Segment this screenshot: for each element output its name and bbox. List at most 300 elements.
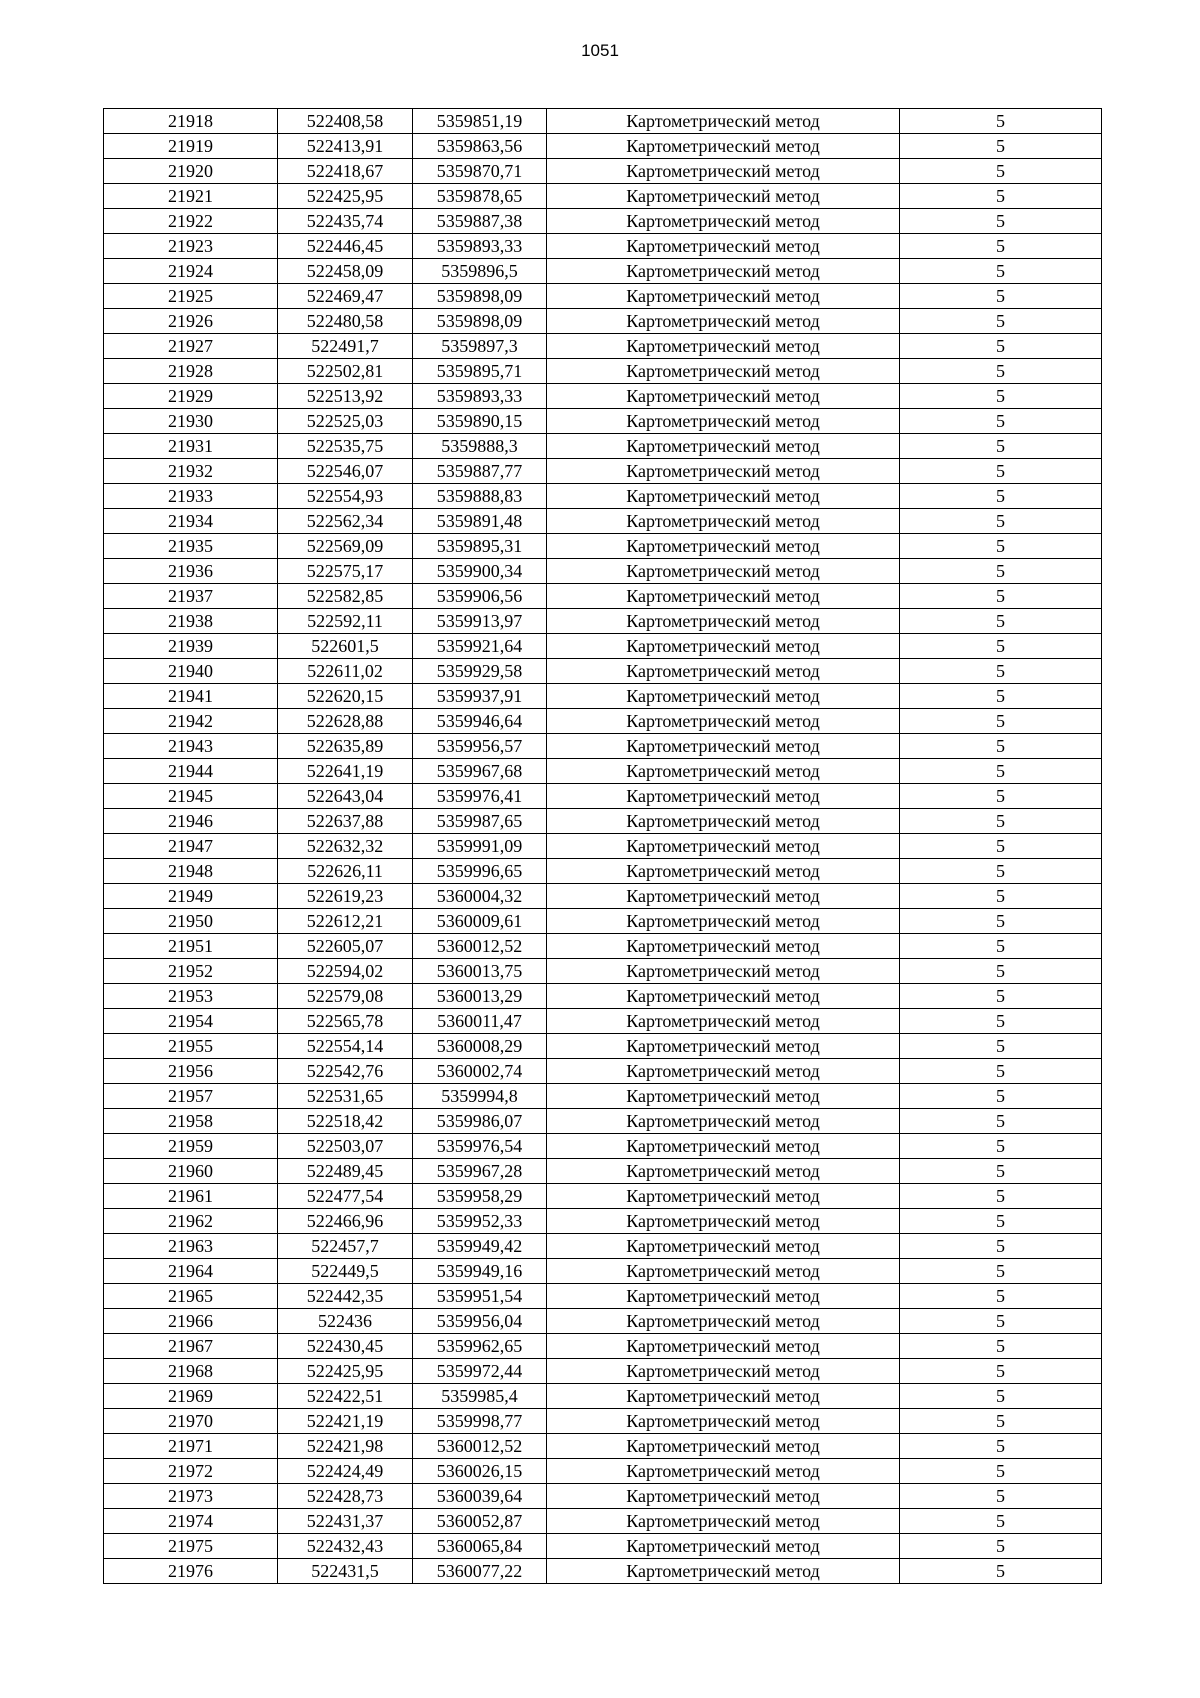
x-coordinate-cell: 522435,74 (278, 209, 413, 234)
point-number-cell: 21971 (104, 1434, 278, 1459)
x-coordinate-cell: 522579,08 (278, 984, 413, 1009)
table-row (104, 309, 1102, 334)
point-number-cell: 21948 (104, 859, 278, 884)
method-cell: Картометрический метод (547, 284, 900, 309)
y-coordinate-cell: 5360039,64 (413, 1484, 547, 1509)
point-number-cell: 21930 (104, 409, 278, 434)
method-cell: Картометрический метод (547, 1484, 900, 1509)
method-cell: Картометрический метод (547, 759, 900, 784)
x-coordinate-cell: 522601,5 (278, 634, 413, 659)
point-number-cell: 21944 (104, 759, 278, 784)
method-cell: Картометрический метод (547, 1234, 900, 1259)
accuracy-cell: 5 (900, 659, 1102, 684)
x-coordinate-cell: 522546,07 (278, 459, 413, 484)
table-row (104, 1509, 1102, 1534)
table-row (104, 959, 1102, 984)
x-coordinate-cell: 522413,91 (278, 134, 413, 159)
point-number-cell: 21964 (104, 1259, 278, 1284)
method-cell: Картометрический метод (547, 1434, 900, 1459)
table-row (104, 984, 1102, 1009)
table-row (104, 284, 1102, 309)
method-cell: Картометрический метод (547, 609, 900, 634)
y-coordinate-cell: 5359913,97 (413, 609, 547, 634)
x-coordinate-cell: 522554,14 (278, 1034, 413, 1059)
y-coordinate-cell: 5359998,77 (413, 1409, 547, 1434)
table-row (104, 509, 1102, 534)
point-number-cell: 21962 (104, 1209, 278, 1234)
x-coordinate-cell: 522489,45 (278, 1159, 413, 1184)
point-number-cell: 21943 (104, 734, 278, 759)
accuracy-cell: 5 (900, 609, 1102, 634)
table-row (104, 484, 1102, 509)
method-cell: Картометрический метод (547, 584, 900, 609)
method-cell: Картометрический метод (547, 484, 900, 509)
method-cell: Картометрический метод (547, 934, 900, 959)
table-row (104, 109, 1102, 134)
table-row (104, 1034, 1102, 1059)
y-coordinate-cell: 5359949,16 (413, 1259, 547, 1284)
accuracy-cell: 5 (900, 1109, 1102, 1134)
method-cell: Картометрический метод (547, 1534, 900, 1559)
method-cell: Картометрический метод (547, 684, 900, 709)
accuracy-cell: 5 (900, 784, 1102, 809)
x-coordinate-cell: 522582,85 (278, 584, 413, 609)
point-number-cell: 21958 (104, 1109, 278, 1134)
table-row (104, 1159, 1102, 1184)
table-row (104, 1134, 1102, 1159)
accuracy-cell: 5 (900, 434, 1102, 459)
accuracy-cell: 5 (900, 1309, 1102, 1334)
x-coordinate-cell: 522458,09 (278, 259, 413, 284)
y-coordinate-cell: 5359900,34 (413, 559, 547, 584)
x-coordinate-cell: 522554,93 (278, 484, 413, 509)
y-coordinate-cell: 5359967,28 (413, 1159, 547, 1184)
y-coordinate-cell: 5360002,74 (413, 1059, 547, 1084)
x-coordinate-cell: 522446,45 (278, 234, 413, 259)
y-coordinate-cell: 5360052,87 (413, 1509, 547, 1534)
table-row (104, 909, 1102, 934)
y-coordinate-cell: 5359987,65 (413, 809, 547, 834)
point-number-cell: 21946 (104, 809, 278, 834)
x-coordinate-cell: 522457,7 (278, 1234, 413, 1259)
y-coordinate-cell: 5360026,15 (413, 1459, 547, 1484)
point-number-cell: 21931 (104, 434, 278, 459)
point-number-cell: 21947 (104, 834, 278, 859)
x-coordinate-cell: 522594,02 (278, 959, 413, 984)
method-cell: Картометрический метод (547, 859, 900, 884)
x-coordinate-cell: 522449,5 (278, 1259, 413, 1284)
x-coordinate-cell: 522424,49 (278, 1459, 413, 1484)
x-coordinate-cell: 522480,58 (278, 309, 413, 334)
coordinates-table (103, 108, 1102, 1584)
method-cell: Картометрический метод (547, 1509, 900, 1534)
table-row (104, 659, 1102, 684)
method-cell: Картометрический метод (547, 1134, 900, 1159)
method-cell: Картометрический метод (547, 1309, 900, 1334)
point-number-cell: 21961 (104, 1184, 278, 1209)
table-row (104, 1309, 1102, 1334)
point-number-cell: 21919 (104, 134, 278, 159)
method-cell: Картометрический метод (547, 1159, 900, 1184)
method-cell: Картометрический метод (547, 984, 900, 1009)
table-row (104, 234, 1102, 259)
table-row (104, 684, 1102, 709)
point-number-cell: 21974 (104, 1509, 278, 1534)
accuracy-cell: 5 (900, 759, 1102, 784)
x-coordinate-cell: 522632,32 (278, 834, 413, 859)
x-coordinate-cell: 522432,43 (278, 1534, 413, 1559)
accuracy-cell: 5 (900, 984, 1102, 1009)
method-cell: Картометрический метод (547, 384, 900, 409)
accuracy-cell: 5 (900, 1384, 1102, 1409)
point-number-cell: 21936 (104, 559, 278, 584)
method-cell: Картометрический метод (547, 234, 900, 259)
accuracy-cell: 5 (900, 934, 1102, 959)
method-cell: Картометрический метод (547, 259, 900, 284)
table-row (104, 409, 1102, 434)
table-row (104, 334, 1102, 359)
x-coordinate-cell: 522569,09 (278, 534, 413, 559)
table-row (104, 259, 1102, 284)
y-coordinate-cell: 5359956,57 (413, 734, 547, 759)
point-number-cell: 21960 (104, 1159, 278, 1184)
point-number-cell: 21969 (104, 1384, 278, 1409)
accuracy-cell: 5 (900, 184, 1102, 209)
y-coordinate-cell: 5359937,91 (413, 684, 547, 709)
point-number-cell: 21942 (104, 709, 278, 734)
table-row (104, 209, 1102, 234)
method-cell: Картометрический метод (547, 309, 900, 334)
method-cell: Картометрический метод (547, 1559, 900, 1584)
x-coordinate-cell: 522637,88 (278, 809, 413, 834)
accuracy-cell: 5 (900, 234, 1102, 259)
method-cell: Картометрический метод (547, 1184, 900, 1209)
y-coordinate-cell: 5360013,29 (413, 984, 547, 1009)
x-coordinate-cell: 522565,78 (278, 1009, 413, 1034)
y-coordinate-cell: 5359951,54 (413, 1284, 547, 1309)
y-coordinate-cell: 5360065,84 (413, 1534, 547, 1559)
x-coordinate-cell: 522562,34 (278, 509, 413, 534)
point-number-cell: 21957 (104, 1084, 278, 1109)
accuracy-cell: 5 (900, 684, 1102, 709)
x-coordinate-cell: 522436 (278, 1309, 413, 1334)
table-row (104, 1434, 1102, 1459)
y-coordinate-cell: 5360012,52 (413, 934, 547, 959)
point-number-cell: 21928 (104, 359, 278, 384)
y-coordinate-cell: 5359870,71 (413, 159, 547, 184)
accuracy-cell: 5 (900, 1359, 1102, 1384)
accuracy-cell: 5 (900, 1334, 1102, 1359)
point-number-cell: 21935 (104, 534, 278, 559)
accuracy-cell: 5 (900, 1284, 1102, 1309)
point-number-cell: 21952 (104, 959, 278, 984)
accuracy-cell: 5 (900, 109, 1102, 134)
table-row (104, 1384, 1102, 1409)
y-coordinate-cell: 5359991,09 (413, 834, 547, 859)
x-coordinate-cell: 522431,37 (278, 1509, 413, 1534)
method-cell: Картометрический метод (547, 434, 900, 459)
point-number-cell: 21929 (104, 384, 278, 409)
x-coordinate-cell: 522421,19 (278, 1409, 413, 1434)
table-row (104, 1334, 1102, 1359)
x-coordinate-cell: 522643,04 (278, 784, 413, 809)
page-number: 1051 (581, 41, 619, 60)
table-row (104, 709, 1102, 734)
accuracy-cell: 5 (900, 1084, 1102, 1109)
method-cell: Картометрический метод (547, 1109, 900, 1134)
accuracy-cell: 5 (900, 959, 1102, 984)
table-row (104, 1284, 1102, 1309)
x-coordinate-cell: 522425,95 (278, 1359, 413, 1384)
method-cell: Картометрический метод (547, 209, 900, 234)
method-cell: Картометрический метод (547, 884, 900, 909)
y-coordinate-cell: 5360008,29 (413, 1034, 547, 1059)
table-body (104, 109, 1102, 1584)
point-number-cell: 21940 (104, 659, 278, 684)
accuracy-cell: 5 (900, 584, 1102, 609)
y-coordinate-cell: 5359929,58 (413, 659, 547, 684)
point-number-cell: 21923 (104, 234, 278, 259)
y-coordinate-cell: 5359994,8 (413, 1084, 547, 1109)
accuracy-cell: 5 (900, 359, 1102, 384)
accuracy-cell: 5 (900, 1434, 1102, 1459)
accuracy-cell: 5 (900, 1134, 1102, 1159)
accuracy-cell: 5 (900, 259, 1102, 284)
y-coordinate-cell: 5359893,33 (413, 384, 547, 409)
y-coordinate-cell: 5359946,64 (413, 709, 547, 734)
method-cell: Картометрический метод (547, 1459, 900, 1484)
method-cell: Картометрический метод (547, 834, 900, 859)
x-coordinate-cell: 522525,03 (278, 409, 413, 434)
x-coordinate-cell: 522575,17 (278, 559, 413, 584)
y-coordinate-cell: 5360011,47 (413, 1009, 547, 1034)
table-row (104, 809, 1102, 834)
x-coordinate-cell: 522466,96 (278, 1209, 413, 1234)
accuracy-cell: 5 (900, 1459, 1102, 1484)
accuracy-cell: 5 (900, 709, 1102, 734)
x-coordinate-cell: 522641,19 (278, 759, 413, 784)
x-coordinate-cell: 522535,75 (278, 434, 413, 459)
accuracy-cell: 5 (900, 134, 1102, 159)
point-number-cell: 21967 (104, 1334, 278, 1359)
y-coordinate-cell: 5359996,65 (413, 859, 547, 884)
point-number-cell: 21968 (104, 1359, 278, 1384)
method-cell: Картометрический метод (547, 1084, 900, 1109)
method-cell: Картометрический метод (547, 1334, 900, 1359)
table-row (104, 1059, 1102, 1084)
y-coordinate-cell: 5359851,19 (413, 109, 547, 134)
y-coordinate-cell: 5359956,04 (413, 1309, 547, 1334)
point-number-cell: 21927 (104, 334, 278, 359)
y-coordinate-cell: 5359895,31 (413, 534, 547, 559)
y-coordinate-cell: 5359897,3 (413, 334, 547, 359)
point-number-cell: 21956 (104, 1059, 278, 1084)
method-cell: Картометрический метод (547, 1009, 900, 1034)
table-row (104, 1109, 1102, 1134)
table-row (104, 1184, 1102, 1209)
table-row (104, 1009, 1102, 1034)
x-coordinate-cell: 522611,02 (278, 659, 413, 684)
point-number-cell: 21955 (104, 1034, 278, 1059)
method-cell: Картометрический метод (547, 809, 900, 834)
x-coordinate-cell: 522469,47 (278, 284, 413, 309)
y-coordinate-cell: 5359887,38 (413, 209, 547, 234)
x-coordinate-cell: 522421,98 (278, 1434, 413, 1459)
y-coordinate-cell: 5359898,09 (413, 284, 547, 309)
point-number-cell: 21933 (104, 484, 278, 509)
point-number-cell: 21970 (104, 1409, 278, 1434)
y-coordinate-cell: 5359921,64 (413, 634, 547, 659)
accuracy-cell: 5 (900, 534, 1102, 559)
point-number-cell: 21954 (104, 1009, 278, 1034)
table-row (104, 609, 1102, 634)
y-coordinate-cell: 5359906,56 (413, 584, 547, 609)
x-coordinate-cell: 522477,54 (278, 1184, 413, 1209)
accuracy-cell: 5 (900, 1509, 1102, 1534)
method-cell: Картометрический метод (547, 909, 900, 934)
method-cell: Картометрический метод (547, 1409, 900, 1434)
method-cell: Картометрический метод (547, 634, 900, 659)
accuracy-cell: 5 (900, 309, 1102, 334)
method-cell: Картометрический метод (547, 1034, 900, 1059)
y-coordinate-cell: 5360012,52 (413, 1434, 547, 1459)
x-coordinate-cell: 522620,15 (278, 684, 413, 709)
point-number-cell: 21918 (104, 109, 278, 134)
y-coordinate-cell: 5359891,48 (413, 509, 547, 534)
y-coordinate-cell: 5359893,33 (413, 234, 547, 259)
point-number-cell: 21963 (104, 1234, 278, 1259)
y-coordinate-cell: 5359878,65 (413, 184, 547, 209)
point-number-cell: 21920 (104, 159, 278, 184)
point-number-cell: 21951 (104, 934, 278, 959)
point-number-cell: 21922 (104, 209, 278, 234)
accuracy-cell: 5 (900, 1259, 1102, 1284)
point-number-cell: 21949 (104, 884, 278, 909)
x-coordinate-cell: 522503,07 (278, 1134, 413, 1159)
method-cell: Картометрический метод (547, 1059, 900, 1084)
point-number-cell: 21941 (104, 684, 278, 709)
accuracy-cell: 5 (900, 409, 1102, 434)
table-row (104, 634, 1102, 659)
table-row (104, 359, 1102, 384)
method-cell: Картометрический метод (547, 509, 900, 534)
table-row (104, 1234, 1102, 1259)
method-cell: Картометрический метод (547, 959, 900, 984)
y-coordinate-cell: 5360009,61 (413, 909, 547, 934)
point-number-cell: 21959 (104, 1134, 278, 1159)
table-row (104, 1359, 1102, 1384)
y-coordinate-cell: 5359888,3 (413, 434, 547, 459)
x-coordinate-cell: 522626,11 (278, 859, 413, 884)
method-cell: Картометрический метод (547, 1209, 900, 1234)
accuracy-cell: 5 (900, 734, 1102, 759)
y-coordinate-cell: 5359972,44 (413, 1359, 547, 1384)
accuracy-cell: 5 (900, 284, 1102, 309)
method-cell: Картометрический метод (547, 159, 900, 184)
table-row (104, 1459, 1102, 1484)
table-row (104, 434, 1102, 459)
accuracy-cell: 5 (900, 509, 1102, 534)
table-row (104, 1484, 1102, 1509)
y-coordinate-cell: 5359985,4 (413, 1384, 547, 1409)
x-coordinate-cell: 522531,65 (278, 1084, 413, 1109)
accuracy-cell: 5 (900, 1484, 1102, 1509)
x-coordinate-cell: 522425,95 (278, 184, 413, 209)
accuracy-cell: 5 (900, 1559, 1102, 1584)
method-cell: Картометрический метод (547, 1259, 900, 1284)
y-coordinate-cell: 5359898,09 (413, 309, 547, 334)
table-row (104, 734, 1102, 759)
point-number-cell: 21934 (104, 509, 278, 534)
accuracy-cell: 5 (900, 859, 1102, 884)
method-cell: Картометрический метод (547, 1384, 900, 1409)
accuracy-cell: 5 (900, 159, 1102, 184)
table-row (104, 134, 1102, 159)
accuracy-cell: 5 (900, 1409, 1102, 1434)
method-cell: Картометрический метод (547, 334, 900, 359)
accuracy-cell: 5 (900, 1159, 1102, 1184)
point-number-cell: 21973 (104, 1484, 278, 1509)
x-coordinate-cell: 522418,67 (278, 159, 413, 184)
method-cell: Картометрический метод (547, 359, 900, 384)
x-coordinate-cell: 522430,45 (278, 1334, 413, 1359)
point-number-cell: 21972 (104, 1459, 278, 1484)
y-coordinate-cell: 5359895,71 (413, 359, 547, 384)
accuracy-cell: 5 (900, 809, 1102, 834)
table-row (104, 1559, 1102, 1584)
accuracy-cell: 5 (900, 384, 1102, 409)
table-row (104, 1534, 1102, 1559)
table-row (104, 584, 1102, 609)
method-cell: Картометрический метод (547, 784, 900, 809)
y-coordinate-cell: 5359976,54 (413, 1134, 547, 1159)
accuracy-cell: 5 (900, 909, 1102, 934)
y-coordinate-cell: 5360013,75 (413, 959, 547, 984)
accuracy-cell: 5 (900, 1009, 1102, 1034)
y-coordinate-cell: 5359896,5 (413, 259, 547, 284)
table-row (104, 834, 1102, 859)
table-row (104, 884, 1102, 909)
point-number-cell: 21965 (104, 1284, 278, 1309)
accuracy-cell: 5 (900, 1059, 1102, 1084)
table-row (104, 859, 1102, 884)
table-row (104, 1209, 1102, 1234)
y-coordinate-cell: 5359986,07 (413, 1109, 547, 1134)
table-row (104, 784, 1102, 809)
point-number-cell: 21925 (104, 284, 278, 309)
accuracy-cell: 5 (900, 459, 1102, 484)
point-number-cell: 21939 (104, 634, 278, 659)
accuracy-cell: 5 (900, 884, 1102, 909)
x-coordinate-cell: 522592,11 (278, 609, 413, 634)
table-row (104, 384, 1102, 409)
y-coordinate-cell: 5359976,41 (413, 784, 547, 809)
x-coordinate-cell: 522605,07 (278, 934, 413, 959)
table-row (104, 1259, 1102, 1284)
x-coordinate-cell: 522542,76 (278, 1059, 413, 1084)
point-number-cell: 21932 (104, 459, 278, 484)
y-coordinate-cell: 5360004,32 (413, 884, 547, 909)
x-coordinate-cell: 522518,42 (278, 1109, 413, 1134)
y-coordinate-cell: 5359888,83 (413, 484, 547, 509)
method-cell: Картометрический метод (547, 709, 900, 734)
x-coordinate-cell: 522628,88 (278, 709, 413, 734)
y-coordinate-cell: 5359952,33 (413, 1209, 547, 1234)
point-number-cell: 21953 (104, 984, 278, 1009)
x-coordinate-cell: 522408,58 (278, 109, 413, 134)
x-coordinate-cell: 522428,73 (278, 1484, 413, 1509)
accuracy-cell: 5 (900, 1234, 1102, 1259)
